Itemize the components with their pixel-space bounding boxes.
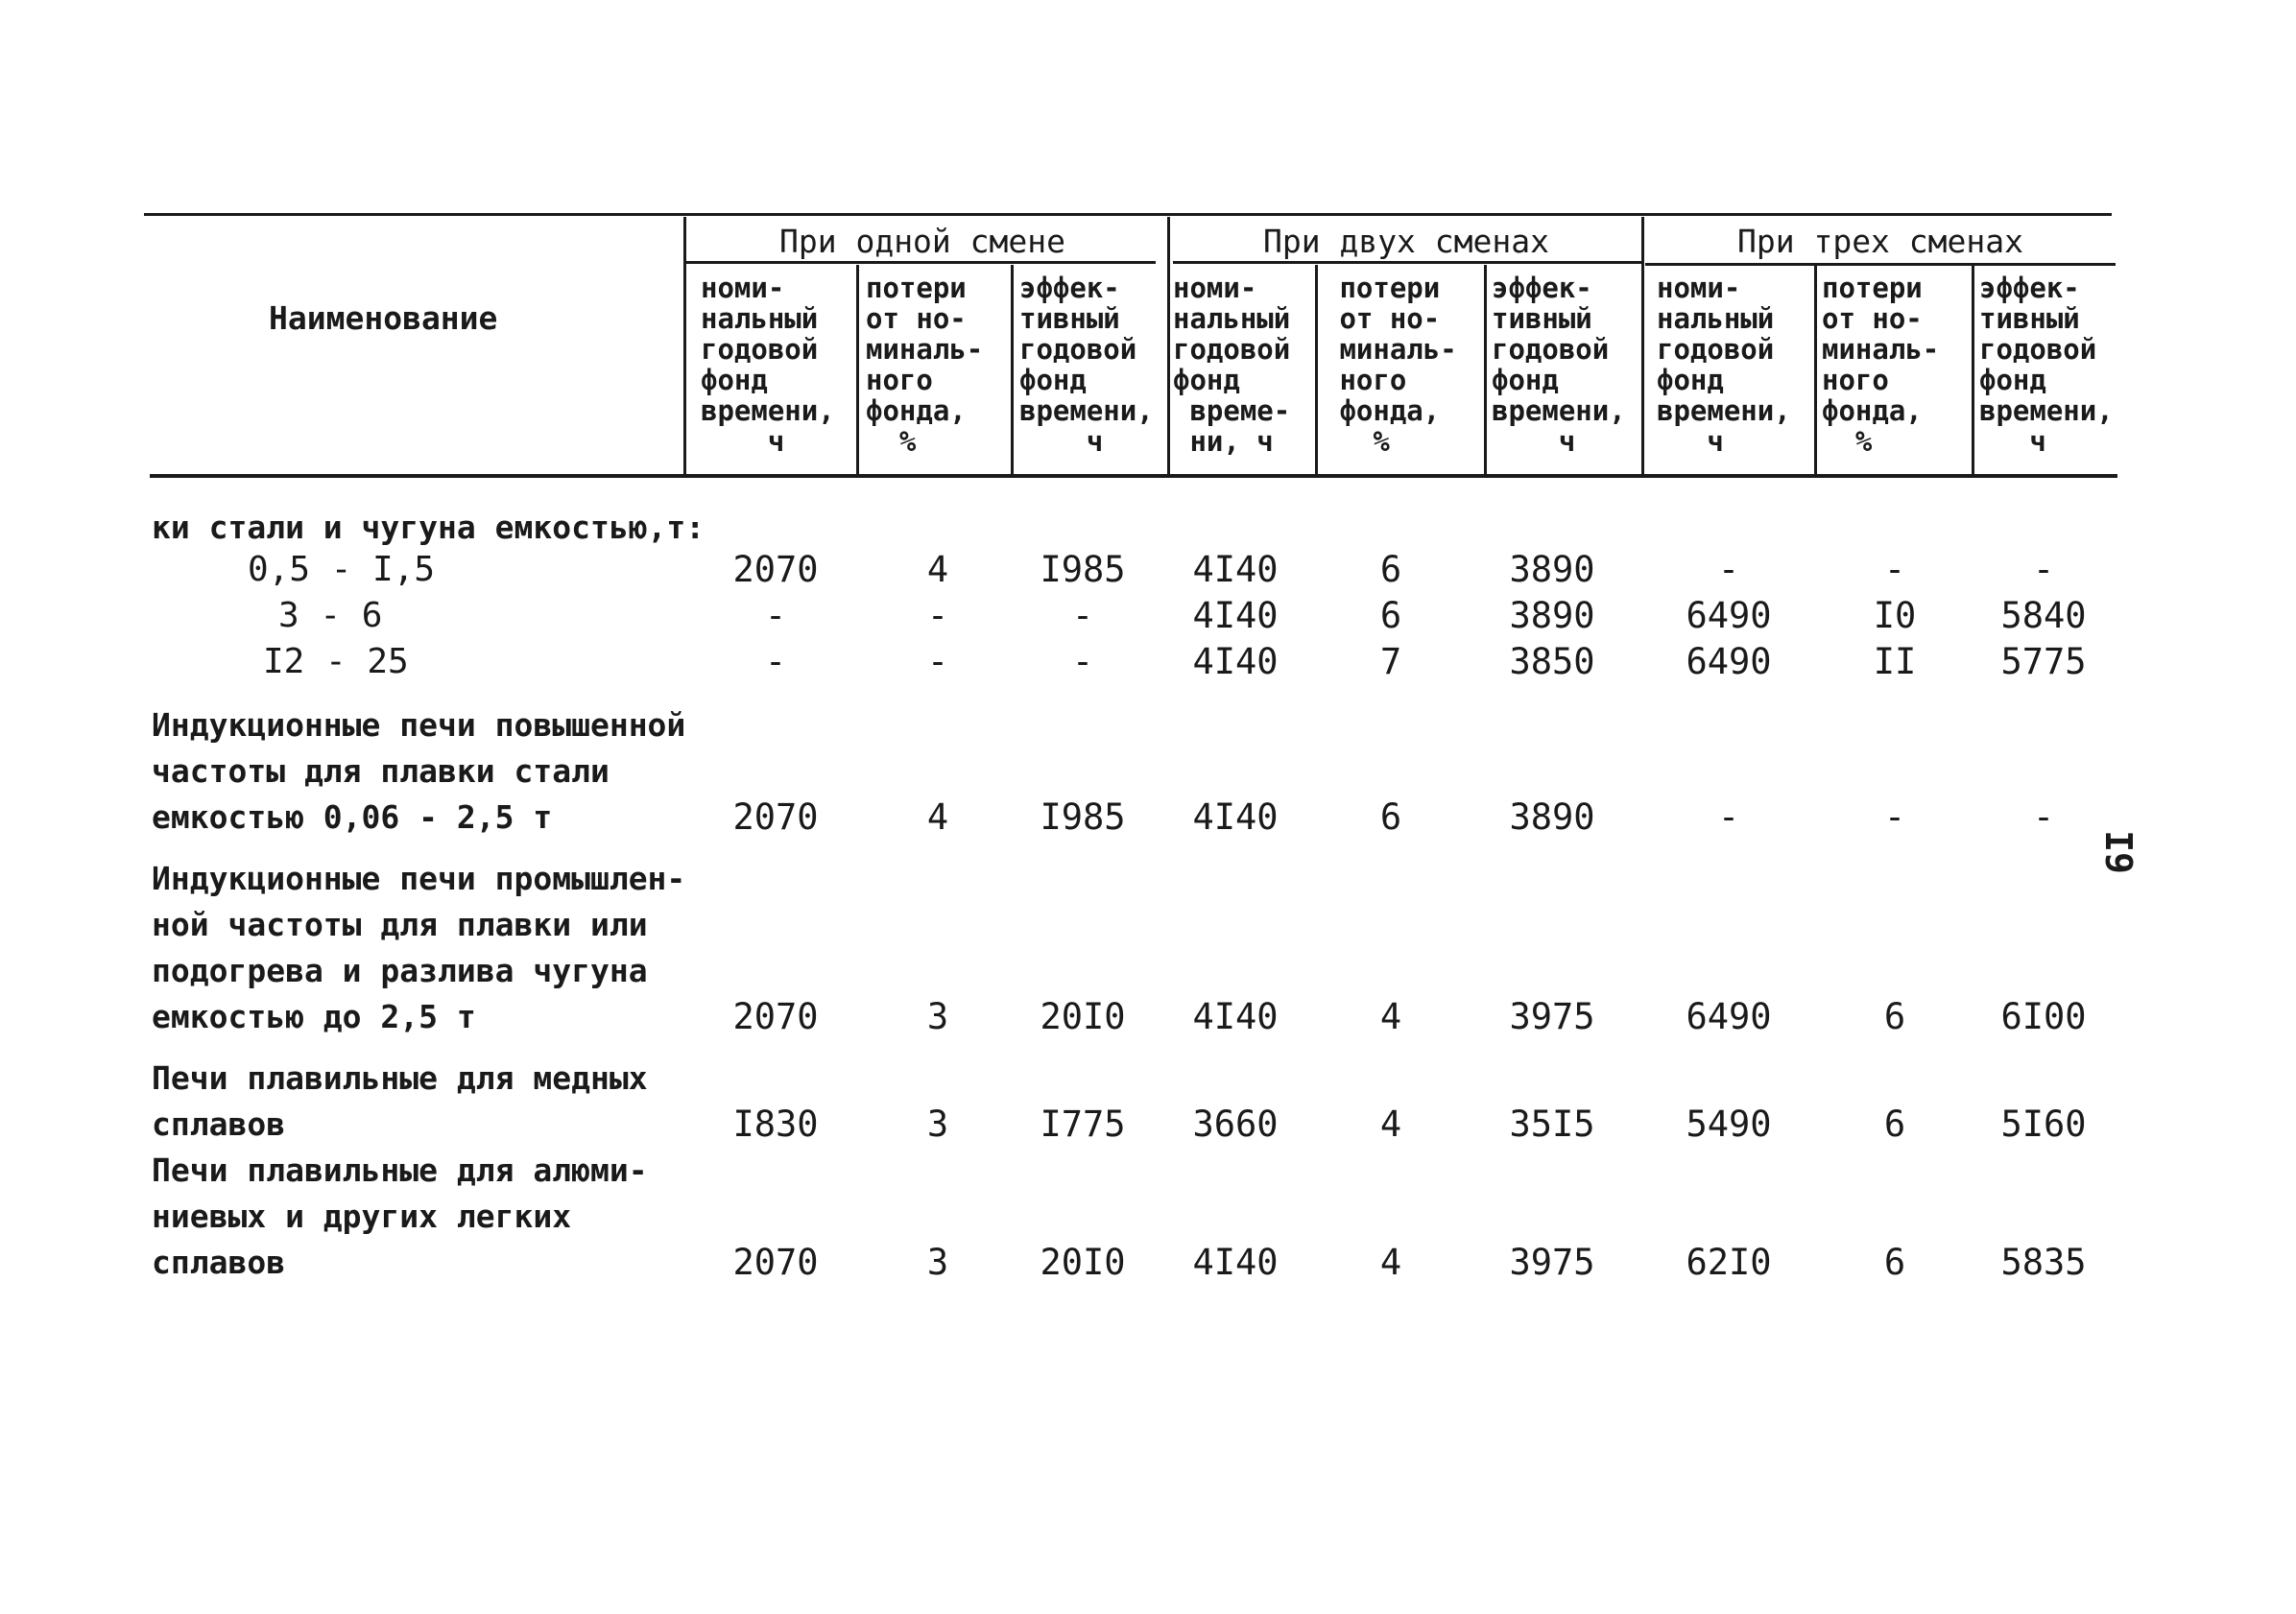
cell-value: 3 <box>926 1104 949 1145</box>
cell-value: 6490 <box>1686 996 1772 1037</box>
cell-value: 3890 <box>1509 595 1595 636</box>
cell-value: I830 <box>732 1104 819 1145</box>
group-underline-1 <box>685 261 1156 264</box>
row-name: Индукционные печи повышенной частоты для плавки стали емкостью 0,06 - 2,5 т <box>152 706 686 836</box>
col-divider <box>1167 217 1170 478</box>
subcolumn-header: потери от но- миналь- ного фонда, % <box>1822 272 1940 458</box>
cell-value: I985 <box>1040 796 1126 838</box>
cell-value: - <box>1717 549 1740 590</box>
cell-value: 2070 <box>732 1242 819 1283</box>
cell-value: II <box>1873 641 1917 682</box>
cell-value: 6 <box>1379 549 1402 590</box>
cell-value: 4I40 <box>1192 641 1279 682</box>
subcolumn-header: потери от но- миналь- ного фонда, % <box>1339 272 1457 458</box>
cell-value: - <box>1883 549 1906 590</box>
row-name: Печи плавильные для медных сплавов <box>152 1059 648 1143</box>
cell-value: 2070 <box>732 796 819 838</box>
row-range-label: 3 - 6 <box>278 596 383 635</box>
cell-value: 3975 <box>1509 1242 1595 1283</box>
cell-value: 3 <box>926 996 949 1037</box>
subcolumn-header: номи- нальный годовой фонд време- ни, ч <box>1173 272 1291 458</box>
cell-value: 4 <box>926 549 949 590</box>
row-range-label: 0,5 - I,5 <box>248 550 436 589</box>
cell-value: 4I40 <box>1192 796 1279 838</box>
col-divider <box>1315 265 1318 478</box>
cell-value: - <box>764 595 787 636</box>
cell-value: 4I40 <box>1192 996 1279 1037</box>
cell-value: 6 <box>1883 1104 1906 1145</box>
cell-value: 62I0 <box>1686 1242 1772 1283</box>
group-underline-2 <box>1173 261 1641 264</box>
cell-value: 3660 <box>1192 1104 1279 1145</box>
cell-value: 6490 <box>1686 641 1772 682</box>
subcolumn-header: номи- нальный годовой фонд времени, ч <box>701 272 835 458</box>
cell-value: 6I00 <box>2000 996 2087 1037</box>
cell-value: 2070 <box>732 996 819 1037</box>
cell-value: 20I0 <box>1040 996 1126 1037</box>
cell-value: 5I60 <box>2000 1104 2087 1145</box>
cell-value: - <box>764 641 787 682</box>
cell-value: 4 <box>1379 996 1402 1037</box>
cell-value: 3850 <box>1509 641 1595 682</box>
subcolumn-header: потери от но- миналь- ного фонда, % <box>866 272 984 458</box>
col-divider <box>1814 265 1817 478</box>
cell-value: 4 <box>926 796 949 838</box>
cell-value: 4 <box>1379 1242 1402 1283</box>
cell-value: 3890 <box>1509 796 1595 838</box>
row-name: Печи плавильные для алюми- ниевых и других легких сплавов <box>152 1151 648 1281</box>
page-number: I9 <box>2096 830 2140 874</box>
cell-value: - <box>2032 796 2055 838</box>
cell-value: I985 <box>1040 549 1126 590</box>
group-underline-3 <box>1645 263 2116 266</box>
cell-value: 7 <box>1379 641 1402 682</box>
row-name: Индукционные печи промышлен- ной частоты для плавки или подогрева и разлива чугуна емкостью до 2,5 т <box>152 860 686 1035</box>
col-divider <box>1972 265 1974 478</box>
cell-value: - <box>926 641 949 682</box>
row-range-label: I2 - 25 <box>263 642 409 681</box>
col-divider <box>1641 217 1644 478</box>
cell-value: 6 <box>1883 996 1906 1037</box>
cell-value: 6 <box>1379 796 1402 838</box>
table-top-rule <box>144 213 2112 216</box>
cell-value: 20I0 <box>1040 1242 1126 1283</box>
cell-value: 6490 <box>1686 595 1772 636</box>
cell-value: 5840 <box>2000 595 2087 636</box>
cell-value: I775 <box>1040 1104 1126 1145</box>
cell-value: 6 <box>1883 1242 1906 1283</box>
cell-value: 3890 <box>1509 549 1595 590</box>
cell-value: 35I5 <box>1509 1104 1595 1145</box>
col-divider <box>1011 265 1014 478</box>
header-bottom-rule <box>150 474 2117 478</box>
subcolumn-header: номи- нальный годовой фонд времени, ч <box>1657 272 1791 458</box>
cell-value: 5775 <box>2000 641 2087 682</box>
col-divider <box>1484 265 1487 478</box>
cell-value: - <box>1717 796 1740 838</box>
cell-value: 4I40 <box>1192 549 1279 590</box>
cell-value: I0 <box>1873 595 1917 636</box>
col-divider <box>856 265 859 478</box>
subcolumn-header: эффек- тивный годовой фонд времени, ч <box>1492 272 1626 458</box>
col-divider <box>683 217 686 478</box>
cell-value: 5490 <box>1686 1104 1772 1145</box>
subcolumn-header: эффек- тивный годовой фонд времени, ч <box>1979 272 2114 458</box>
cell-value: - <box>1071 595 1094 636</box>
cell-value: - <box>2032 549 2055 590</box>
cell-value: 6 <box>1379 595 1402 636</box>
cell-value: - <box>1071 641 1094 682</box>
group-header-three-shifts: При трех сменах <box>1736 223 2023 260</box>
cell-value: 4I40 <box>1192 1242 1279 1283</box>
group-header-two-shifts: При двух сменах <box>1262 223 1549 260</box>
cell-value: 3975 <box>1509 996 1595 1037</box>
group-header-one-shift: При одной смене <box>778 223 1065 260</box>
cell-value: 2070 <box>732 549 819 590</box>
cell-value: 4I40 <box>1192 595 1279 636</box>
cell-value: 4 <box>1379 1104 1402 1145</box>
cell-value: - <box>1883 796 1906 838</box>
row-name: ки стали и чугуна емкостью,т: <box>152 509 706 546</box>
cell-value: - <box>926 595 949 636</box>
subcolumn-header: эффек- тивный годовой фонд времени, ч <box>1019 272 1154 458</box>
cell-value: 5835 <box>2000 1242 2087 1283</box>
name-column-header: Наименование <box>269 299 498 337</box>
cell-value: 3 <box>926 1242 949 1283</box>
